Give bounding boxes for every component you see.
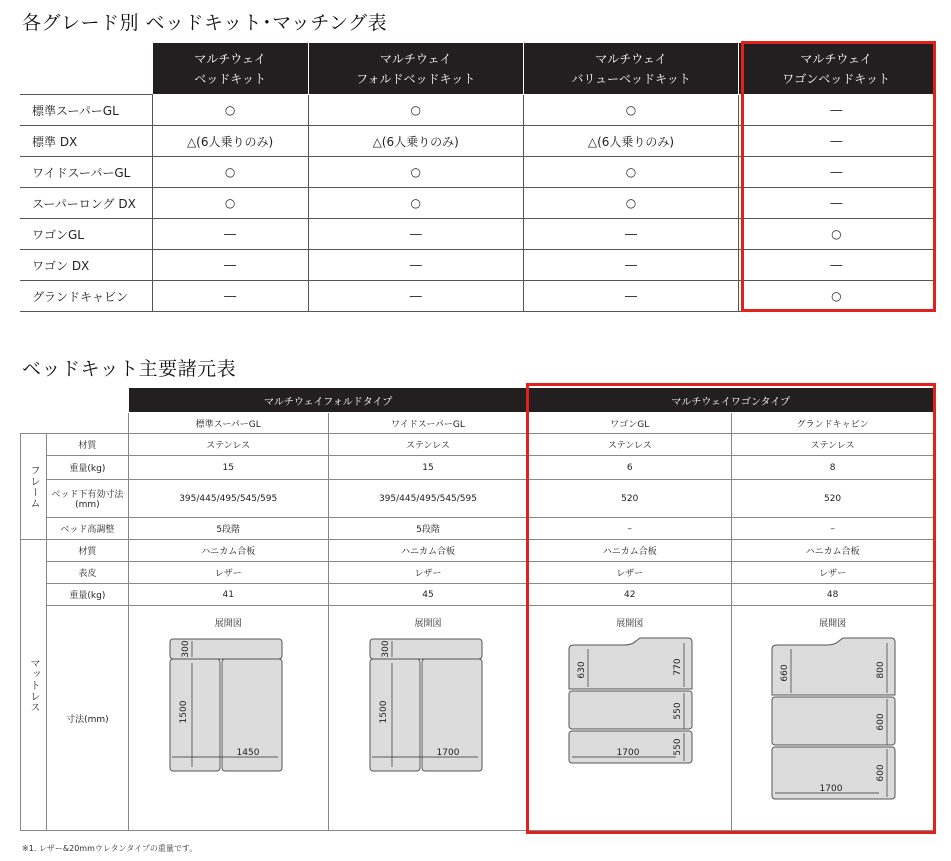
matching-cell: ―	[308, 250, 523, 281]
col-header-wagon-bed-kit: マルチウェイ ワゴンベッドキット	[739, 43, 934, 95]
spec-cell: レザー	[328, 562, 528, 584]
spec-label: 重量(kg)	[46, 584, 128, 606]
dimension-label: 1500	[179, 700, 190, 724]
group-fold-header: マルチウェイフォルドタイプ	[128, 388, 528, 413]
matching-cell: ―	[308, 219, 523, 250]
dimension-label: 600	[875, 764, 886, 782]
spec-table-title: ベッドキット主要諸元表	[22, 358, 237, 380]
spec-cell: 42	[528, 584, 732, 606]
row-label: スーパーロング DX	[20, 188, 152, 219]
group-label: マットレス	[21, 540, 47, 831]
dimension-label: 1700	[436, 748, 460, 758]
matching-cell: ―	[739, 188, 934, 219]
matching-table	[20, 42, 934, 312]
mattress-layout-diagram	[368, 637, 488, 777]
spec-cell: 15	[328, 456, 528, 480]
matching-cell: ○	[152, 157, 308, 188]
matching-cell: ○	[308, 95, 523, 126]
dimension-label: 1700	[819, 784, 843, 794]
spec-row	[21, 456, 934, 480]
diagram-caption: 展開図	[214, 619, 242, 629]
matching-cell: ○	[152, 188, 308, 219]
matching-cell: ○	[308, 157, 523, 188]
spec-label: 重量(kg)	[46, 456, 128, 480]
row-label: グランドキャビン	[20, 281, 152, 312]
spec-label: ベッド高調整	[46, 518, 128, 540]
matching-table-title: 各グレード別 ベッドキット･マッチング表	[22, 12, 388, 34]
spec-cell: 5段階	[128, 518, 328, 540]
spec-cell: ハニカム合板	[528, 540, 732, 562]
dimension-diagram-cell	[528, 606, 732, 831]
matching-row	[20, 157, 934, 188]
group-label: フレーム	[21, 434, 47, 540]
dimension-label: 300	[181, 640, 192, 658]
spec-label: 材質	[46, 540, 128, 562]
row-label: 標準 DX	[20, 126, 152, 157]
spec-cell: ステンレス	[528, 434, 732, 456]
spec-cell: 41	[128, 584, 328, 606]
dimension-label: 600	[875, 713, 886, 731]
dimension-label: 630	[576, 661, 587, 679]
spec-row	[21, 540, 934, 562]
spec-cell: レザー	[528, 562, 732, 584]
spec-cell: 15	[128, 456, 328, 480]
dimension-label: 1700	[616, 748, 640, 758]
matching-cell: ―	[152, 219, 308, 250]
subcol-standard-super-gl: 標準スーパーGL	[128, 413, 328, 434]
spec-cell: 6	[528, 456, 732, 480]
spec-cell: ステンレス	[128, 434, 328, 456]
spec-cell: 395/445/495/545/595	[328, 480, 528, 518]
row-label: 標準スーパーGL	[20, 95, 152, 126]
matching-cell: ○	[739, 219, 934, 250]
mattress-layout-diagram	[566, 637, 694, 773]
dimension-label: 1450	[236, 748, 260, 758]
subcol-grand-cabin: グランドキャビン	[732, 413, 934, 434]
spec-cell: 520	[528, 480, 732, 518]
dimension-diagram-cell	[732, 606, 934, 831]
row-label: ワゴンGL	[20, 219, 152, 250]
spec-row	[21, 584, 934, 606]
matching-cell: ―	[308, 281, 523, 312]
matching-cell: ―	[739, 157, 934, 188]
dimension-label: 550	[672, 702, 683, 720]
dimension-diagram-cell	[128, 606, 328, 831]
dimension-label: 550	[672, 738, 683, 756]
spec-table	[20, 387, 934, 831]
spec-cell: 5段階	[328, 518, 528, 540]
diagram-caption: 展開図	[616, 619, 644, 629]
spec-cell: –	[528, 518, 732, 540]
row-label: ワイドスーパーGL	[20, 157, 152, 188]
matching-cell: ○	[523, 95, 739, 126]
spec-label: 寸法(mm)	[46, 606, 128, 831]
matching-cell: ○	[308, 188, 523, 219]
spec-cell: 48	[732, 584, 934, 606]
footnote: ※1. レザー&20mmウレタンタイプの重量です。	[22, 844, 198, 853]
dimension-label: 1500	[378, 700, 389, 724]
mattress-panel	[170, 659, 220, 771]
matching-cell: ―	[152, 250, 308, 281]
matching-cell: ○	[523, 188, 739, 219]
matching-cell: ○	[739, 281, 934, 312]
matching-cell: ―	[523, 250, 739, 281]
spec-label: 材質	[46, 434, 128, 456]
spec-row	[21, 434, 934, 456]
dimension-diagram-cell	[328, 606, 528, 831]
spec-cell: レザー	[732, 562, 934, 584]
spec-cell: ステンレス	[732, 434, 934, 456]
group-wagon-header: マルチウェイワゴンタイプ	[528, 388, 934, 413]
mattress-layout-diagram	[769, 637, 897, 809]
dimension-label: 770	[672, 658, 683, 676]
spec-cell: 520	[732, 480, 934, 518]
matching-row	[20, 219, 934, 250]
matching-cell: △(6人乗りのみ)	[523, 126, 739, 157]
matching-cell: ―	[523, 281, 739, 312]
col-header-fold-bed-kit: マルチウェイ フォルドベッドキット	[308, 43, 523, 95]
diagram-caption: 展開図	[819, 619, 847, 629]
matching-row	[20, 281, 934, 312]
matching-corner	[20, 43, 152, 95]
matching-cell: ○	[152, 95, 308, 126]
diagram-caption: 展開図	[414, 619, 442, 629]
row-label: ワゴン DX	[20, 250, 152, 281]
subcol-wide-super-gl: ワイドスーパーGL	[328, 413, 528, 434]
matching-cell: ―	[739, 95, 934, 126]
spec-label: 表皮	[46, 562, 128, 584]
matching-cell: △(6人乗りのみ)	[308, 126, 523, 157]
spec-row	[21, 562, 934, 584]
matching-row	[20, 95, 934, 126]
matching-row	[20, 188, 934, 219]
spec-cell: レザー	[128, 562, 328, 584]
mattress-layout-diagram	[168, 637, 288, 777]
col-header-value-bed-kit: マルチウェイ バリューベッドキット	[523, 43, 739, 95]
spec-cell: –	[732, 518, 934, 540]
dimension-label: 660	[779, 664, 790, 682]
spec-cell: ハニカム合板	[128, 540, 328, 562]
spec-cell: 395/445/495/545/595	[128, 480, 328, 518]
matching-cell: ○	[523, 157, 739, 188]
spec-row-size	[21, 606, 934, 831]
spec-cell: ハニカム合板	[732, 540, 934, 562]
dimension-label: 800	[875, 661, 886, 679]
dimension-label: 300	[380, 640, 391, 658]
matching-row	[20, 250, 934, 281]
spec-row	[21, 518, 934, 540]
matching-row	[20, 126, 934, 157]
mattress-panel	[370, 659, 420, 771]
matching-cell: ―	[523, 219, 739, 250]
spec-cell: ハニカム合板	[328, 540, 528, 562]
spec-cell: 8	[732, 456, 934, 480]
spec-corner	[21, 388, 129, 434]
matching-cell: ―	[739, 126, 934, 157]
spec-row	[21, 480, 934, 518]
col-header-bed-kit: マルチウェイ ベッドキット	[152, 43, 308, 95]
matching-cell: △(6人乗りのみ)	[152, 126, 308, 157]
spec-cell: 45	[328, 584, 528, 606]
matching-cell: ―	[739, 250, 934, 281]
spec-label: ベッド下有効寸法 (mm)	[46, 480, 128, 518]
spec-cell: ステンレス	[328, 434, 528, 456]
subcol-wagon-gl: ワゴンGL	[528, 413, 732, 434]
matching-cell: ―	[152, 281, 308, 312]
